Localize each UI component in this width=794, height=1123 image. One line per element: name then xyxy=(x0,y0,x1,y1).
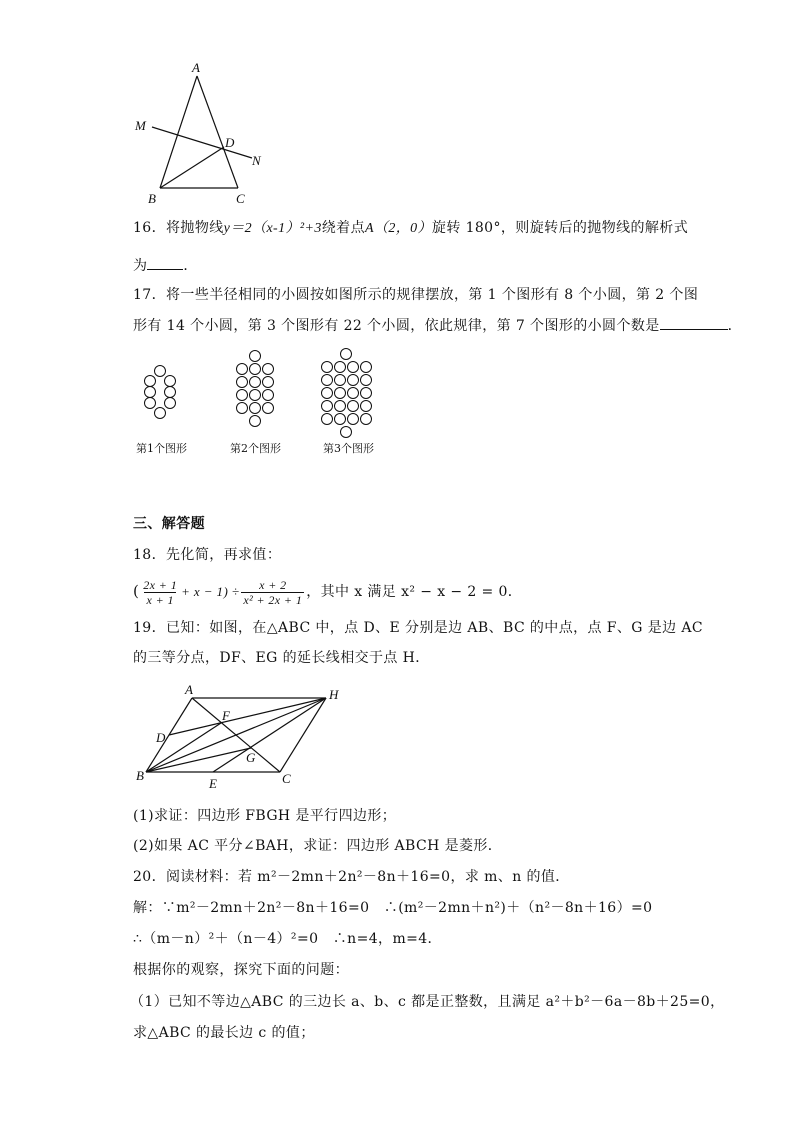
label-n: N xyxy=(252,153,261,168)
question-number: 19． xyxy=(133,620,167,636)
label-f: F xyxy=(222,708,230,723)
label-a: A xyxy=(192,60,200,75)
question-number: 17． xyxy=(133,287,167,303)
label-c: C xyxy=(236,191,245,206)
question-20-solution-2: ∴（m－n）²＋（n－4）²=0 ∴n=4，m=4． xyxy=(133,931,442,947)
question-number: 18． xyxy=(133,547,167,563)
question-19-part-1: (1)求证：四边形 FBGH 是平行四边形； xyxy=(133,808,397,824)
question-16-line-2: 为 ． xyxy=(133,255,198,276)
fraction-1: $\frac{2x + 1}{x + 1}$ xyxy=(143,577,178,607)
label-g: G xyxy=(246,750,256,765)
figure-caption-2: 第2个图形 xyxy=(230,442,281,455)
label-b: B xyxy=(136,768,144,783)
question-19-line-2: 的三等分点，DF、EG 的延长线相交于点 H． xyxy=(133,650,430,666)
label-d: D xyxy=(156,730,166,745)
question-number: 16． xyxy=(133,220,167,236)
question-20-intro: 20．阅读材料：若 m²－2mn＋2n²－8n＋16=0，求 m、n 的值． xyxy=(133,869,570,885)
label-m: M xyxy=(135,118,146,133)
figure-caption-3: 第3个图形 xyxy=(323,442,374,455)
label-c: C xyxy=(282,771,291,786)
question-17-line-2: 形有 14 个小圆，第 3 个图形有 22 个小圆，依此规律，第 7 个图形的小圆个数是 ． xyxy=(133,315,742,336)
label-e: E xyxy=(209,776,217,791)
label-a: A xyxy=(185,682,193,697)
question-20-part-1-line-1: （1）已知不等边△ABC 的三边长 a、b、c 都是正整数，且满足 a²＋b²－6a－8b＋25=0， xyxy=(130,994,725,1010)
section-heading: 三、解答题 xyxy=(133,516,205,532)
question-20-part-1-line-2: 求△ABC 的最长边 c 的值； xyxy=(133,1025,315,1041)
label-b: B xyxy=(148,191,156,206)
figure-caption-1: 第1个图形 xyxy=(136,442,187,455)
question-20-explore: 根据你的观察，探究下面的问题： xyxy=(133,962,349,978)
question-16-line-1: 16．将抛物线y＝2（x-1）²+3绕着点A（2，0）旋转 180°，则旋转后的抛物线的解析式 xyxy=(133,220,689,236)
question-19-part-2: (2)如果 AC 平分∠BAH，求证：四边形 ABCH 是菱形． xyxy=(133,838,503,854)
label-d: D xyxy=(225,135,235,150)
fraction-2: $\frac{x + 2}{\text{x² + 2x + 1}}$ xyxy=(243,577,303,607)
question-20-solution-1: 解：∵m²－2mn＋2n²－8n＋16=0 ∴(m²－2mn＋n²)＋（n²－8n＋16）=0 xyxy=(133,900,653,916)
label-h: H xyxy=(329,687,339,702)
question-17-line-1: 17．将一些半径相同的小圆按如图所示的规律摆放，第 1 个图形有 8 个小圆，第 2 个图 xyxy=(133,287,699,303)
question-18-expression: ( $\frac{2x + 1}{x + 1}$ + x − 1) ÷ $\frac{x + 2}{\text{x² + 2x + 1}}$ ，其中 x 满足 x² − x − 2 = 0． xyxy=(133,577,523,607)
question-number: 20． xyxy=(133,869,167,885)
question-19-line-1: 19．已知：如图，在△ABC 中，点 D、E 分别是边 AB、BC 的中点，点 F、G 是边 AC xyxy=(133,620,703,636)
question-18-line-1: 18．先化简，再求值： xyxy=(133,547,282,563)
